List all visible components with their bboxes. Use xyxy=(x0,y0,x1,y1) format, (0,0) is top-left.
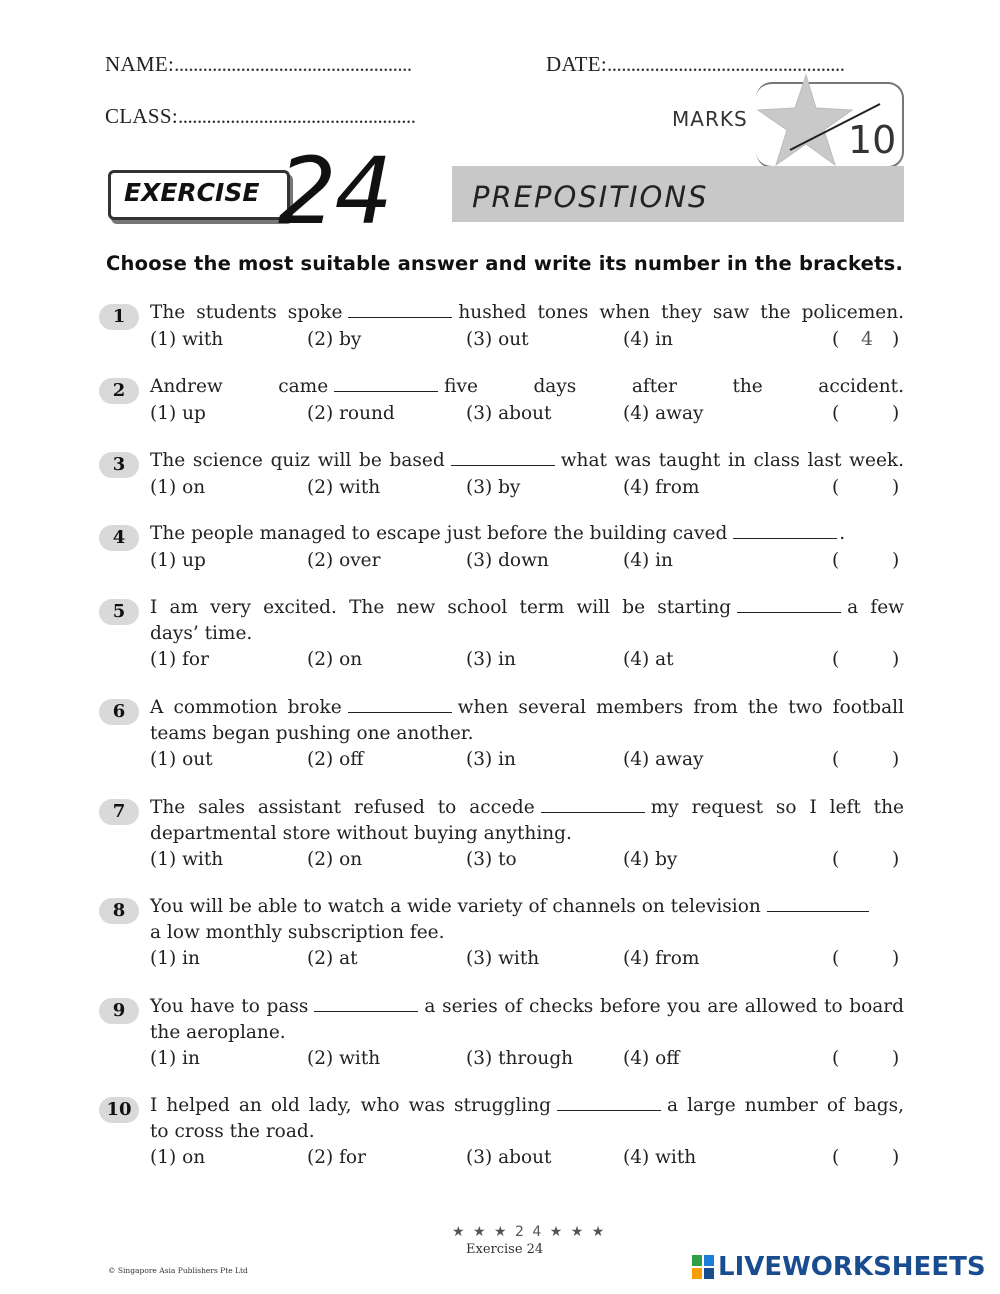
answer-blank xyxy=(557,1096,661,1111)
answer-option: (3) about xyxy=(466,403,552,424)
answer-option: (2) over xyxy=(307,550,381,571)
question-text-continued: days’ time. xyxy=(150,623,253,644)
answer-option: (1) on xyxy=(150,1147,206,1168)
question-text-before: You will be able to watch a wide variety of channels on television xyxy=(150,896,761,917)
answer-bracket-open: ( xyxy=(832,403,840,424)
answer-bracket-close: ) xyxy=(892,849,900,870)
date-label: DATE:.................................................. xyxy=(546,52,845,76)
answer-bracket-close: ) xyxy=(892,649,900,670)
question-number: 4 xyxy=(99,525,139,551)
question-text-before: The sales assistant refused to accede xyxy=(150,797,535,818)
answer-bracket-open: ( xyxy=(832,477,840,498)
question-number: 6 xyxy=(99,699,139,725)
marks-total: 10 xyxy=(848,118,897,162)
marks-label: MARKS xyxy=(672,107,748,131)
answer-option: (1) up xyxy=(150,550,206,571)
question-text xyxy=(150,1095,904,1116)
answer-option: (3) to xyxy=(466,849,517,870)
question-number: 10 xyxy=(99,1097,139,1123)
copyright-text: © Singapore Asia Publishers Pte Ltd xyxy=(108,1266,248,1275)
question-text-after: what was taught in class last week. xyxy=(560,450,904,471)
question-text-before: Andrew came xyxy=(150,376,329,397)
question-text-continued: the aeroplane. xyxy=(150,1022,286,1043)
answer-option: (2) round xyxy=(307,403,395,424)
answer-blank xyxy=(314,997,418,1012)
answer-option: (1) in xyxy=(150,948,200,969)
answer-field[interactable]: 4 xyxy=(861,329,873,350)
question-text xyxy=(150,896,869,917)
question-number: 3 xyxy=(99,452,139,478)
question-text xyxy=(150,697,904,718)
footer-exercise-label: Exercise 24 xyxy=(466,1242,544,1257)
answer-bracket-open: ( xyxy=(832,550,840,571)
answer-option: (3) by xyxy=(466,477,521,498)
answer-bracket-close: ) xyxy=(892,403,900,424)
answer-bracket-close: ) xyxy=(892,477,900,498)
answer-blank xyxy=(451,451,555,466)
instruction-text: Choose the most suitable answer and write its number in the brackets. xyxy=(106,252,904,275)
question-number: 1 xyxy=(99,304,139,330)
answer-blank xyxy=(541,798,645,813)
question-text-after: hushed tones when they saw the policemen. xyxy=(458,302,904,323)
answer-option: (3) in xyxy=(466,649,516,670)
question-number: 7 xyxy=(99,799,139,825)
answer-option: (1) up xyxy=(150,403,206,424)
class-dots: .................................................. xyxy=(178,104,416,128)
answer-option: (2) for xyxy=(307,1147,366,1168)
liveworksheets-brand: LIVEWORKSHEETS xyxy=(718,1252,986,1282)
question-text xyxy=(150,597,904,618)
question-text-after: five days after the accident. xyxy=(444,376,904,397)
answer-option: (2) off xyxy=(307,749,364,770)
question-text-before: The people managed to escape just before the building caved xyxy=(150,523,728,544)
question-text xyxy=(150,302,904,323)
question-text-after: my request so I left the xyxy=(650,797,904,818)
question-text-before: A commotion broke xyxy=(150,697,342,718)
answer-option: (2) by xyxy=(307,329,362,350)
question-text-after: . xyxy=(839,523,846,544)
answer-bracket-close: ) xyxy=(892,550,900,571)
question-text-before: The students spoke xyxy=(150,302,343,323)
question-text-before: I helped an old lady, who was struggling xyxy=(150,1095,551,1116)
name-label: NAME:.................................................. xyxy=(105,52,412,76)
answer-option: (4) in xyxy=(623,550,673,571)
answer-option: (4) by xyxy=(623,849,678,870)
answer-option: (1) out xyxy=(150,749,213,770)
answer-option: (1) for xyxy=(150,649,209,670)
exercise-word: EXERCISE xyxy=(124,178,260,207)
question-text xyxy=(150,523,845,544)
question-text-after: a series of checks before you are allowed to board xyxy=(424,996,904,1017)
answer-option: (3) with xyxy=(466,948,540,969)
name-dots: .................................................. xyxy=(174,52,412,76)
question-text-continued: departmental store without buying anything. xyxy=(150,823,572,844)
question-text-before: You have to pass xyxy=(150,996,309,1017)
answer-blank xyxy=(733,524,837,539)
answer-option: (4) at xyxy=(623,649,674,670)
answer-bracket-open: ( xyxy=(832,948,840,969)
answer-bracket-open: ( xyxy=(832,649,840,670)
question-text-continued: to cross the road. xyxy=(150,1121,315,1142)
answer-option: (3) out xyxy=(466,329,529,350)
answer-bracket-open: ( xyxy=(832,1048,840,1069)
answer-option: (1) in xyxy=(150,1048,200,1069)
question-number: 5 xyxy=(99,599,139,625)
question-text-after: a large number of bags, xyxy=(666,1095,904,1116)
answer-option: (3) about xyxy=(466,1147,552,1168)
answer-option: (1) on xyxy=(150,477,206,498)
answer-option: (1) with xyxy=(150,329,224,350)
question-number: 8 xyxy=(99,898,139,924)
answer-bracket-close: ) xyxy=(892,1048,900,1069)
answer-option: (1) with xyxy=(150,849,224,870)
answer-blank xyxy=(767,897,869,912)
question-text xyxy=(150,450,904,471)
question-text-before: The science quiz will be based xyxy=(150,450,445,471)
answer-option: (3) in xyxy=(466,749,516,770)
answer-option: (4) with xyxy=(623,1147,697,1168)
answer-option: (3) through xyxy=(466,1048,574,1069)
question-number: 2 xyxy=(99,378,139,404)
answer-option: (3) down xyxy=(466,550,549,571)
answer-bracket-close: ) xyxy=(892,948,900,969)
answer-option: (4) from xyxy=(623,477,700,498)
topic-title: PREPOSITIONS xyxy=(472,180,709,214)
answer-bracket-close: ) xyxy=(892,329,900,350)
question-text xyxy=(150,996,904,1017)
question-text-continued: a low monthly subscription fee. xyxy=(150,922,445,943)
answer-option: (2) with xyxy=(307,477,381,498)
answer-option: (4) from xyxy=(623,948,700,969)
question-text xyxy=(150,797,904,818)
answer-blank xyxy=(334,377,438,392)
answer-option: (2) with xyxy=(307,1048,381,1069)
question-text-continued: teams began pushing one another. xyxy=(150,723,474,744)
answer-option: (4) away xyxy=(623,403,704,424)
answer-option: (2) at xyxy=(307,948,358,969)
answer-bracket-open: ( xyxy=(832,329,840,350)
answer-bracket-open: ( xyxy=(832,849,840,870)
date-dots: .................................................. xyxy=(607,52,845,76)
answer-bracket-open: ( xyxy=(832,1147,840,1168)
answer-blank xyxy=(348,698,452,713)
footer-stars: ★ ★ ★ 2 4 ★ ★ ★ xyxy=(452,1224,607,1240)
answer-blank xyxy=(348,303,452,318)
answer-bracket-close: ) xyxy=(892,1147,900,1168)
answer-option: (4) away xyxy=(623,749,704,770)
question-number: 9 xyxy=(99,998,139,1024)
answer-bracket-open: ( xyxy=(832,749,840,770)
question-text-after: a few xyxy=(847,597,904,618)
liveworksheets-logo-icon xyxy=(692,1255,714,1279)
question-text xyxy=(150,376,904,397)
question-text-after: when several members from the two football xyxy=(457,697,905,718)
answer-option: (2) on xyxy=(307,649,363,670)
answer-option: (2) on xyxy=(307,849,363,870)
exercise-number: 24 xyxy=(278,138,392,245)
class-label: CLASS:.................................................. xyxy=(105,104,416,128)
answer-bracket-close: ) xyxy=(892,749,900,770)
answer-blank xyxy=(737,598,841,613)
question-text-before: I am very excited. The new school term will be starting xyxy=(150,597,732,618)
answer-option: (4) off xyxy=(623,1048,680,1069)
answer-option: (4) in xyxy=(623,329,673,350)
